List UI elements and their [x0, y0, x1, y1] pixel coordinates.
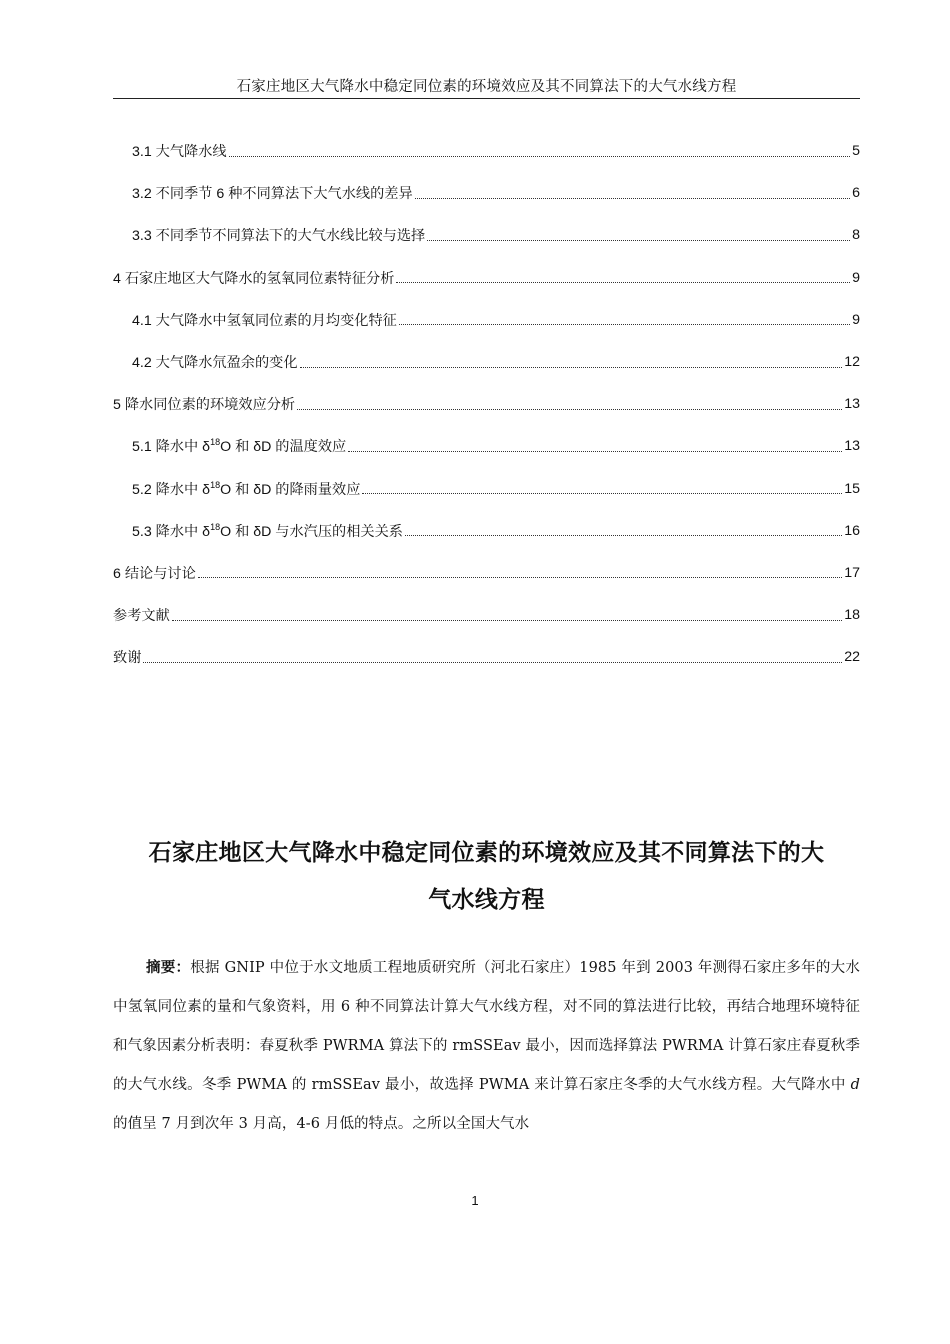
toc-entry[interactable]	[113, 299, 860, 341]
toc-leader	[297, 409, 842, 410]
toc-entry[interactable]	[113, 383, 860, 425]
toc-page-number: 13	[844, 396, 860, 413]
toc-page-number: 17	[844, 564, 860, 581]
toc-entry[interactable]	[113, 594, 860, 636]
toc-leader	[396, 282, 850, 283]
toc-entry[interactable]	[113, 341, 860, 383]
toc-leader	[415, 198, 850, 199]
toc-entry-text: 3.3 不同季节不同算法下的大气水线比较与选择	[132, 228, 426, 245]
toc-entry-text: 致谢	[113, 650, 142, 667]
toc-leader	[427, 240, 850, 241]
table-of-contents	[113, 130, 860, 678]
toc-page-number: 15	[844, 480, 860, 497]
toc-leader	[229, 156, 851, 157]
toc-page-number: 16	[844, 522, 860, 539]
page-number: 1	[471, 1193, 479, 1208]
toc-entry-text: 4.1 大气降水中氢氧同位素的月均变化特征	[132, 312, 397, 329]
toc-entry[interactable]	[113, 552, 860, 594]
toc-leader	[405, 535, 842, 536]
toc-entry-text: 4 石家庄地区大气降水的氢氧同位素特征分析	[113, 270, 395, 287]
abstract-variable-d: d	[850, 1077, 860, 1093]
toc-leader	[362, 493, 842, 494]
toc-page-number: 13	[844, 438, 860, 455]
toc-entry-text: 6 结论与讨论	[113, 565, 196, 582]
toc-leader	[198, 577, 842, 578]
toc-page-number: 18	[844, 607, 860, 624]
toc-leader	[143, 662, 842, 663]
toc-entry-text: 3.2 不同季节 6 种不同算法下大气水线的差异	[132, 186, 413, 203]
toc-page-number: 9	[852, 311, 860, 328]
title-line-1: 石家庄地区大气降水中稳定同位素的环境效应及其不同算法下的大	[148, 840, 825, 866]
abstract-text-cont: 的值呈 7 月到次年 3 月高，4-6 月低的特点。之所以全国大气水	[113, 1116, 530, 1132]
toc-page-number: 5	[852, 143, 860, 160]
toc-entry-text: 参考文献	[113, 608, 170, 625]
paper-title	[113, 830, 860, 924]
toc-entry[interactable]	[113, 257, 860, 299]
abstract-label: 摘要：	[146, 959, 191, 976]
running-header: 石家庄地区大气降水中稳定同位素的环境效应及其不同算法下的大气水线方程	[113, 76, 860, 99]
toc-entry-text: 4.2 大气降水氘盈余的变化	[132, 355, 298, 372]
abstract-text: 根据 GNIP 中位于水文地质工程地质研究所（河北石家庄）1985 年到 2003 年测得石家庄多年的大水中氢氧同位素的量和气象资料，用 6 种不同算法计算大气水线方程，对不同的算法进行比较，再结合地理环境特征和气象因素分析表明：春夏秋季 PWRMA 算法下的 rmSSEav 最小，因而选择算法 PWRMA 计算石家庄春夏秋季的大气水线。冬季 PWMA 的 rmSSEav 最小，故选择 PWMA 来计算石家庄冬季的大气水线方程。大气降水中	[113, 960, 860, 1093]
toc-leader	[348, 451, 842, 452]
toc-entry-text: 5 降水同位素的环境效应分析	[113, 397, 296, 414]
toc-page-number: 9	[852, 269, 860, 286]
toc-page-number: 8	[852, 227, 860, 244]
toc-entry-text: 5.3 降水中 $\delta^{18}O$ 和 δD 与水汽压的相关关系	[132, 521, 403, 540]
toc-entry-text: 5.2 降水中 $\delta^{18}O$ 和 δD 的降雨量效应	[132, 479, 361, 498]
toc-page-number: 22	[844, 649, 860, 666]
abstract-paragraph	[113, 948, 860, 1144]
toc-entry-text: 3.1 大气降水线	[132, 144, 227, 161]
toc-entry[interactable]	[113, 172, 860, 214]
title-line-2: 气水线方程	[428, 887, 545, 913]
toc-entry[interactable]	[113, 510, 860, 552]
toc-entry-text: 5.1 降水中 $\delta^{18}O$ 和 δD 的温度效应	[132, 437, 347, 456]
toc-page-number: 6	[852, 185, 860, 202]
toc-entry[interactable]	[113, 214, 860, 256]
toc-leader	[172, 620, 842, 621]
toc-entry[interactable]	[113, 130, 860, 172]
toc-leader	[300, 367, 843, 368]
toc-entry[interactable]	[113, 468, 860, 510]
toc-leader	[399, 324, 850, 325]
toc-entry[interactable]	[113, 425, 860, 467]
toc-entry[interactable]	[113, 636, 860, 678]
toc-page-number: 12	[844, 354, 860, 371]
